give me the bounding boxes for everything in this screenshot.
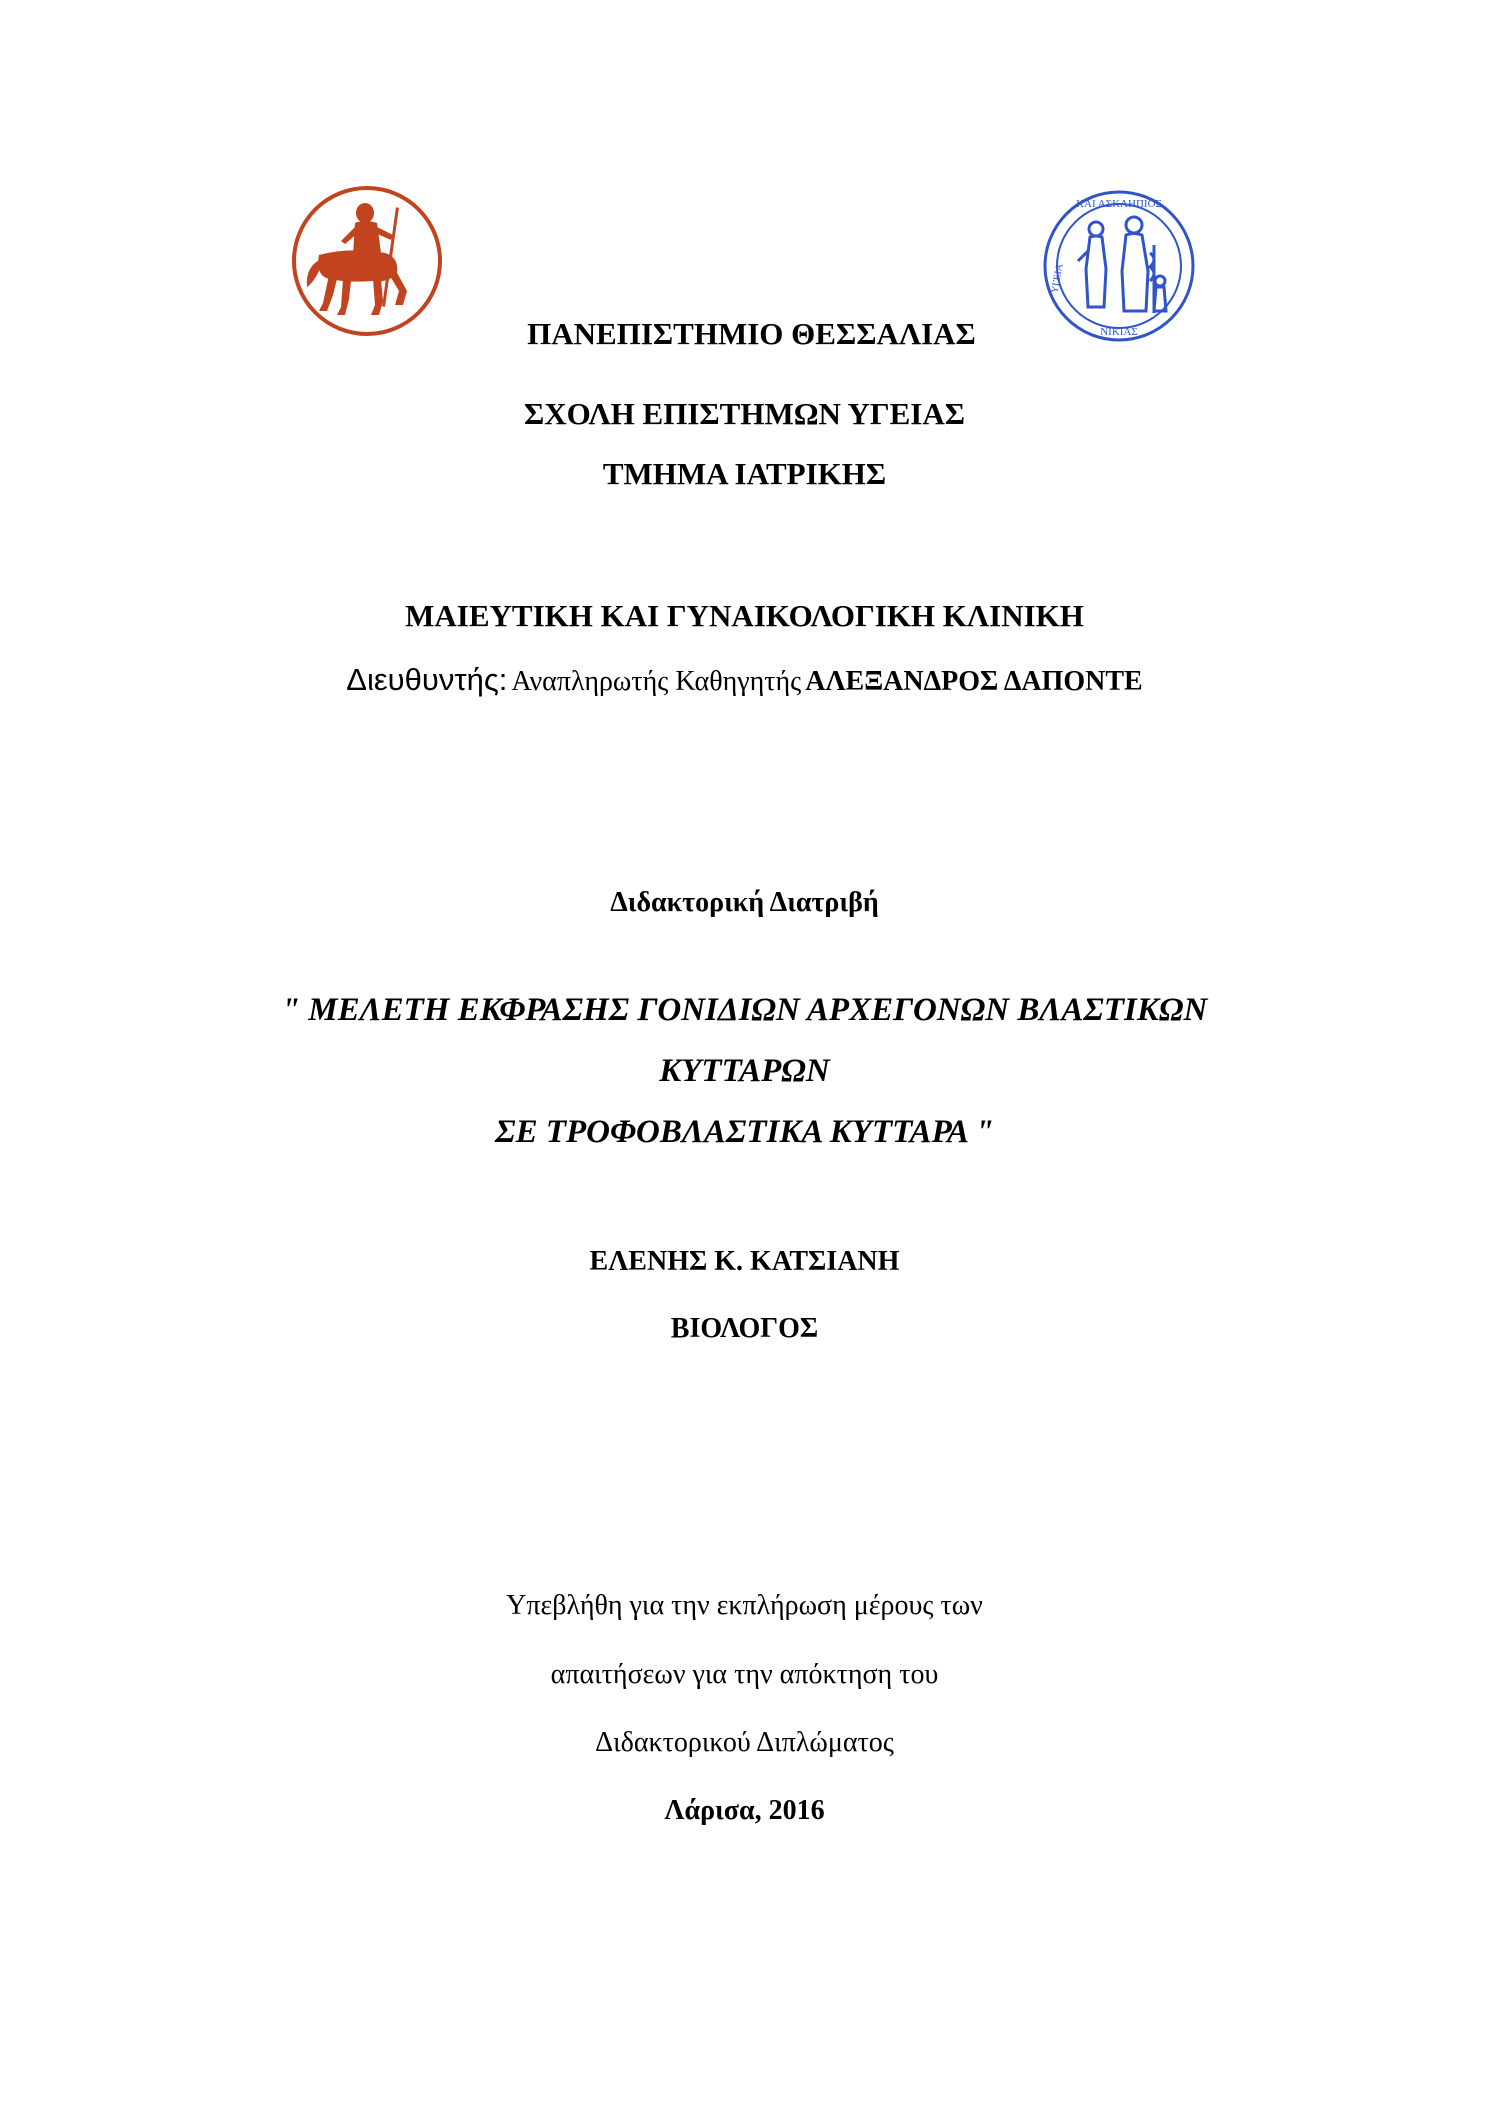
university-of-thessaly-logo	[289, 183, 445, 339]
school-name: ΣΧΟΛΗ ΕΠΙΣΤΗΜΩΝ ΥΓΕΙΑΣ	[523, 396, 966, 431]
seal-text-bottom: ΝΙΚΙΑΣ	[1100, 326, 1138, 338]
submission-line-1: Υπεβλήθη για την εκπλήρωση μέρους των	[506, 1590, 983, 1621]
centaur-figure	[307, 203, 407, 315]
university-name: ΠΑΝΕΠΙΣΤΗΜΙΟ ΘΕΣΣΑΛΙΑΣ	[527, 316, 976, 351]
director-name: ΑΛΕΞΑΝΔΡΟΣ ΔΑΠΟΝΤΕ	[805, 666, 1143, 697]
thesis-title-line-2: ΚΥΤΤΑΡΩΝ	[659, 1053, 830, 1089]
director-title: Αναπληρωτής Καθηγητής	[511, 666, 802, 697]
thesis-type: Διδακτορική Διατριβή	[610, 887, 879, 918]
place-date: Λάρισα, 2016	[664, 1795, 825, 1826]
author-name: ΕΛΕΝΗΣ Κ. ΚΑΤΣΙΑΝΗ	[589, 1246, 900, 1277]
seal-figures	[1078, 217, 1166, 313]
thesis-title-line-3: ΣΕ ΤΡΟΦΟΒΛΑΣΤΙΚΑ ΚΥΤΤΑΡΑ "	[495, 1114, 994, 1150]
director-label: Διευθυντής:	[346, 662, 508, 697]
submission-line-3: Διδακτορικού Διπλώματος	[595, 1727, 894, 1758]
thesis-title-line-1: " ΜΕΛΕΤΗ ΕΚΦΡΑΣΗΣ ΓΟΝΙΔΙΩΝ ΑΡΧΕΓΟΝΩΝ ΒΛΑΣΤΙΚΩΝ	[281, 992, 1208, 1028]
author-profession: ΒΙΟΛΟΓΟΣ	[670, 1313, 819, 1344]
seal-text-left: ΥΓΕΙΑ	[1049, 263, 1066, 295]
clinic-name: ΜΑΙΕΥΤΙΚΗ ΚΑΙ ΓΥΝΑΙΚΟΛΟΓΙΚΗ ΚΛΙΝΙΚΗ	[405, 598, 1084, 633]
submission-line-2: απαιτήσεων για την απόκτηση του	[550, 1659, 939, 1690]
clinic-director	[0, 664, 1489, 696]
seal-text-top: ΚΑΙ ΑΣΚΛΗΠΙΟΣ	[1076, 198, 1162, 210]
department-name: ΤΜΗΜΑ ΙΑΤΡΙΚΗΣ	[602, 456, 887, 491]
